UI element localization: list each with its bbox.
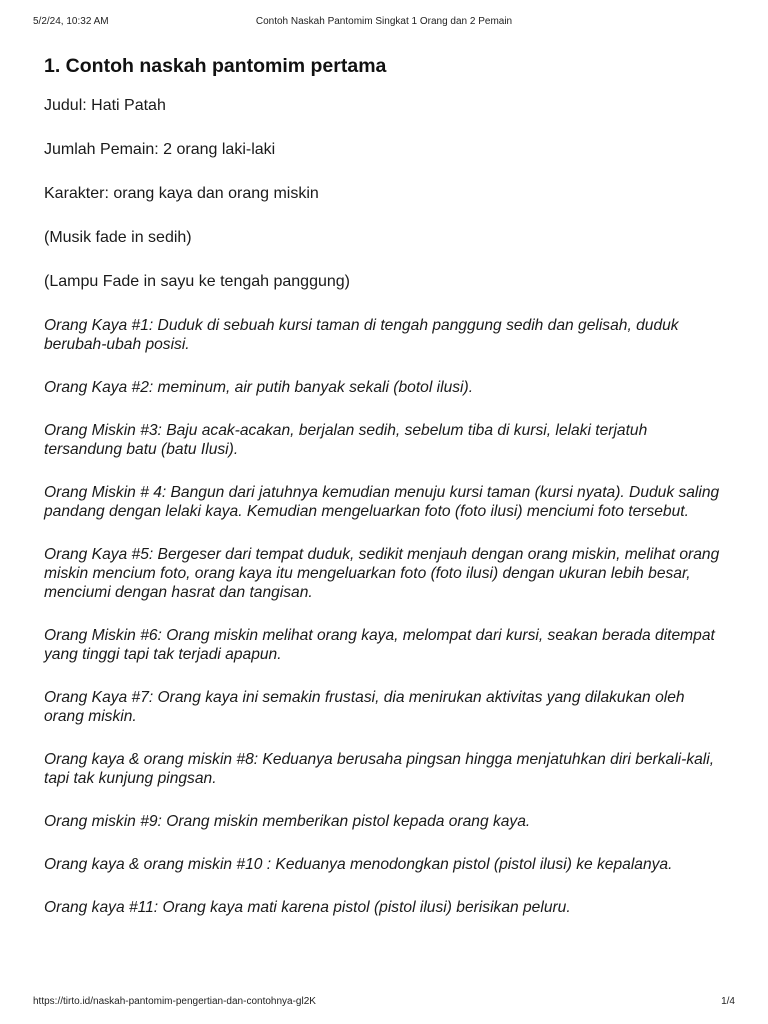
scene-3: Orang Miskin #3: Baju acak-acakan, berjalan sedih, sebelum tiba di kursi, lelaki terjatuh tersandung batu (batu Ilusi). — [44, 422, 648, 458]
print-footer — [33, 996, 735, 1010]
scene-9: Orang miskin #9: Orang miskin memberikan pistol kepada orang kaya. — [44, 813, 531, 830]
meta-jumlah-pemain: Jumlah Pemain: 2 orang laki-laki — [44, 141, 276, 158]
scene-2: Orang Kaya #2: meminum, air putih banyak sekali (botol ilusi). — [44, 379, 474, 396]
meta-lampu: (Lampu Fade in sayu ke tengah panggung) — [44, 273, 350, 290]
scene-10: Orang kaya & orang miskin #10 : Keduanya menodongkan pistol (pistol ilusi) ke kepalanya. — [44, 856, 673, 873]
source-url: https://tirto.id/naskah-pantomim-pengertian-dan-contohnya-gl2K — [33, 996, 316, 1007]
meta-musik: (Musik fade in sedih) — [44, 229, 192, 246]
article-heading: 1. Contoh naskah pantomim pertama — [44, 55, 387, 77]
print-header — [33, 16, 735, 30]
print-datetime: 5/2/24, 10:32 AM — [33, 16, 109, 27]
scene-11: Orang kaya #11: Orang kaya mati karena pistol (pistol ilusi) berisikan peluru. — [44, 899, 571, 916]
meta-karakter: Karakter: orang kaya dan orang miskin — [44, 185, 319, 202]
scene-6: Orang Miskin #6: Orang miskin melihat orang kaya, melompat dari kursi, seakan berada ditempat yang tinggi tapi tak terjadi apapun. — [44, 627, 715, 663]
scene-4: Orang Miskin # 4: Bangun dari jatuhnya kemudian menuju kursi taman (kursi nyata). Duduk saling pandang dengan lelaki kaya. Kemudian mengeluarkan foto (foto ilusi) menciumi foto tersebut. — [44, 484, 720, 520]
print-page-title: Contoh Naskah Pantomim Singkat 1 Orang dan 2 Pemain — [255, 16, 513, 27]
scene-7: Orang Kaya #7: Orang kaya ini semakin frustasi, dia menirukan aktivitas yang dilakukan oleh orang miskin. — [44, 689, 685, 725]
meta-judul: Judul: Hati Patah — [44, 97, 166, 114]
scene-5: Orang Kaya #5: Bergeser dari tempat duduk, sedikit menjauh dengan orang miskin, melihat orang miskin mencium foto, orang kaya itu mengeluarkan foto (foto ilusi) dengan ukuran lebih besar, menciumi dengan hasrat dan tangisan. — [44, 546, 720, 601]
scene-8: Orang kaya & orang miskin #8: Keduanya berusaha pingsan hingga menjatuhkan diri berkali-kali, tapi tak kunjung pingsan. — [44, 751, 715, 787]
article-content — [44, 52, 728, 941]
scene-1: Orang Kaya #1: Duduk di sebuah kursi taman di tengah panggung sedih dan gelisah, duduk berubah-ubah posisi. — [44, 317, 679, 353]
page-number: 1/4 — [721, 996, 735, 1007]
